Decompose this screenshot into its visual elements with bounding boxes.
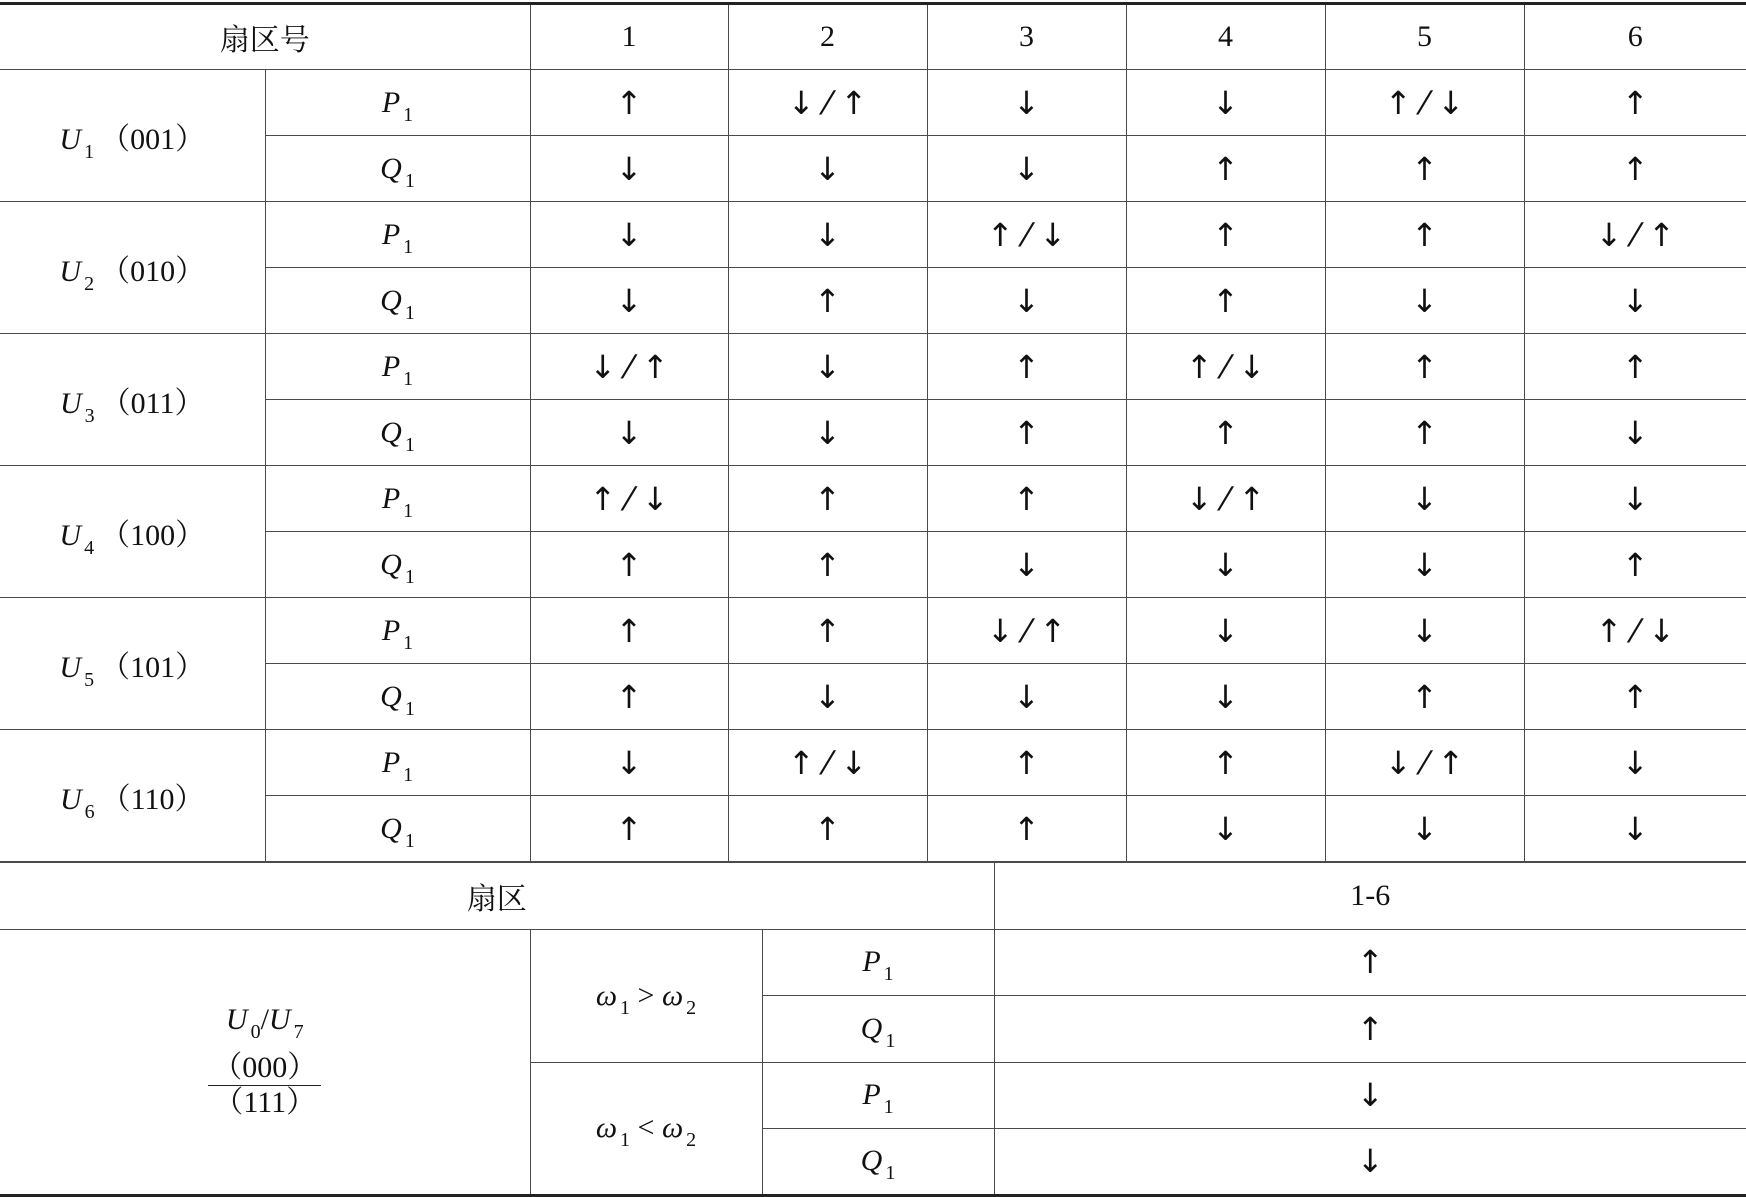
zero-var-label: Q $_1$ xyxy=(762,1129,994,1196)
vector-3-row-p xyxy=(0,334,1746,400)
trend-cell: ↑ ⁄ ↓ xyxy=(927,202,1126,268)
trend-cell: ↓ xyxy=(927,532,1126,598)
trend-cell: ↓ xyxy=(1126,664,1325,730)
sector-4-header: 4 xyxy=(1126,4,1325,70)
trend-cell: ↓ xyxy=(728,136,927,202)
vector-6-row-p xyxy=(0,730,1746,796)
trend-cell: ↑ xyxy=(1126,400,1325,466)
zero-vector-label: U $_0$/U $_7$ xyxy=(225,1002,304,1043)
trend-cell: ↓ xyxy=(1325,598,1524,664)
trend-cell: ↓ ⁄ ↑ xyxy=(1126,466,1325,532)
trend-cell: ↓ xyxy=(1524,466,1746,532)
trend-cell: ↓ xyxy=(927,664,1126,730)
trend-cell: ↑ xyxy=(530,796,728,862)
vector-label: U $_4$ （100） xyxy=(0,466,265,598)
zero-var-label: P $_1$ xyxy=(762,1062,994,1129)
trend-cell: ↓ xyxy=(728,202,927,268)
condition-greater: ω $_1$ > ω $_2$ xyxy=(530,929,762,1062)
variable-label: Q $_1$ xyxy=(265,400,530,466)
trend-cell: ↑ xyxy=(1126,136,1325,202)
trend-cell: ↑ xyxy=(1524,664,1746,730)
vector-label: U $_3$ （011） xyxy=(0,334,265,466)
trend-cell: ↓ xyxy=(927,136,1126,202)
variable-label: P $_1$ xyxy=(265,202,530,268)
variable-label: Q $_1$ xyxy=(265,796,530,862)
vector-1-row-p xyxy=(0,70,1746,136)
variable-label: P $_1$ xyxy=(265,730,530,796)
zero-var-label: Q $_1$ xyxy=(762,996,994,1063)
sector-2-header: 2 xyxy=(728,4,927,70)
trend-cell: ↓ xyxy=(927,268,1126,334)
trend-cell: ↓ xyxy=(530,400,728,466)
trend-cell: ↑ ⁄ ↓ xyxy=(530,466,728,532)
trend-cell: ↑ xyxy=(1325,400,1524,466)
trend-cell: ↓ xyxy=(1524,796,1746,862)
trend-cell: ↓ ⁄ ↑ xyxy=(927,598,1126,664)
trend-cell: ↑ xyxy=(1126,730,1325,796)
trend-cell: ↓ xyxy=(728,334,927,400)
zero-vector-table xyxy=(0,862,1746,1197)
trend-cell: ↑ ⁄ ↓ xyxy=(728,730,927,796)
trend-cell: ↓ xyxy=(530,730,728,796)
trend-cell: ↓ xyxy=(1126,70,1325,136)
trend-cell: ↓ xyxy=(1126,532,1325,598)
trend-cell: ↓ xyxy=(530,268,728,334)
zero-row-1 xyxy=(0,929,1746,996)
trend-cell: ↓ xyxy=(530,202,728,268)
trend-cell: ↑ xyxy=(927,466,1126,532)
trend-cell: ↓ xyxy=(1325,268,1524,334)
zero-value: ↑ xyxy=(994,929,1746,996)
trend-cell: ↓ xyxy=(1524,730,1746,796)
sector-1-header: 1 xyxy=(530,4,728,70)
trend-cell: ↑ xyxy=(1524,136,1746,202)
vector-label: U $_6$ （110） xyxy=(0,730,265,862)
trend-cell: ↑ xyxy=(1325,202,1524,268)
trend-cell: ↑ xyxy=(530,70,728,136)
trend-cell: ↑ xyxy=(728,532,927,598)
trend-cell: ↓ xyxy=(1325,532,1524,598)
trend-cell: ↑ ⁄ ↓ xyxy=(1126,334,1325,400)
trend-cell: ↓ xyxy=(927,70,1126,136)
trend-cell: ↓ xyxy=(1325,466,1524,532)
trend-cell: ↓ xyxy=(1126,598,1325,664)
trend-cell: ↓ ⁄ ↑ xyxy=(728,70,927,136)
trend-cell: ↑ xyxy=(530,598,728,664)
zero-var-label: P $_1$ xyxy=(762,929,994,996)
variable-label: P $_1$ xyxy=(265,70,530,136)
vector-label: U $_2$ （010） xyxy=(0,202,265,334)
trend-cell: ↑ xyxy=(927,400,1126,466)
zero-value: ↓ xyxy=(994,1129,1746,1196)
trend-cell: ↑ xyxy=(1126,202,1325,268)
zero-sector-label: 扇区 xyxy=(0,863,994,930)
trend-cell: ↑ xyxy=(530,664,728,730)
trend-cell: ↓ xyxy=(1325,796,1524,862)
trend-cell: ↑ xyxy=(1524,334,1746,400)
variable-label: Q $_1$ xyxy=(265,268,530,334)
trend-cell: ↓ xyxy=(1524,268,1746,334)
trend-cell: ↓ ⁄ ↑ xyxy=(530,334,728,400)
sector-6-header: 6 xyxy=(1524,4,1746,70)
trend-cell: ↓ xyxy=(1126,796,1325,862)
variable-label: P $_1$ xyxy=(265,598,530,664)
trend-cell: ↑ ⁄ ↓ xyxy=(1524,598,1746,664)
trend-cell: ↑ xyxy=(1524,70,1746,136)
trend-cell: ↑ xyxy=(927,730,1126,796)
sector-number-header: 扇区号 xyxy=(0,4,530,70)
zero-value: ↓ xyxy=(994,1062,1746,1129)
trend-cell: ↑ xyxy=(1126,268,1325,334)
trend-cell: ↑ xyxy=(1325,334,1524,400)
trend-cell: ↑ xyxy=(728,598,927,664)
trend-cell: ↓ xyxy=(728,400,927,466)
vector-2-row-p xyxy=(0,202,1746,268)
zero-vector-code: $\frac{(000)}{(111)}$ xyxy=(208,1051,321,1121)
trend-cell: ↑ xyxy=(927,334,1126,400)
trend-cell: ↑ xyxy=(927,796,1126,862)
trend-cell: ↓ xyxy=(728,664,927,730)
variable-label: Q $_1$ xyxy=(265,664,530,730)
condition-less: ω $_1$ < ω $_2$ xyxy=(530,1062,762,1195)
trend-cell: ↑ xyxy=(530,532,728,598)
trend-cell: ↓ ⁄ ↑ xyxy=(1325,730,1524,796)
variable-label: P $_1$ xyxy=(265,466,530,532)
trend-cell: ↑ xyxy=(1325,664,1524,730)
trend-cell: ↑ ⁄ ↓ xyxy=(1325,70,1524,136)
trend-cell: ↓ xyxy=(1524,400,1746,466)
zero-header-row xyxy=(0,863,1746,930)
trend-cell: ↑ xyxy=(728,268,927,334)
trend-cell: ↑ xyxy=(1524,532,1746,598)
sector-5-header: 5 xyxy=(1325,4,1524,70)
vector-label: U $_1$ （001） xyxy=(0,70,265,202)
variable-label: Q $_1$ xyxy=(265,136,530,202)
vector-label: U $_5$ （101） xyxy=(0,598,265,730)
trend-cell: ↓ ⁄ ↑ xyxy=(1524,202,1746,268)
variable-label: P $_1$ xyxy=(265,334,530,400)
zero-sector-range: 1-6 xyxy=(994,863,1746,930)
zero-vector-cell xyxy=(0,929,530,1195)
trend-cell: ↑ xyxy=(728,796,927,862)
switching-table xyxy=(0,2,1746,862)
trend-cell: ↑ xyxy=(728,466,927,532)
zero-value: ↑ xyxy=(994,996,1746,1063)
sector-3-header: 3 xyxy=(927,4,1126,70)
variable-label: Q $_1$ xyxy=(265,532,530,598)
trend-cell: ↓ xyxy=(530,136,728,202)
vector-5-row-p xyxy=(0,598,1746,664)
trend-cell: ↑ xyxy=(1325,136,1524,202)
vector-4-row-p xyxy=(0,466,1746,532)
header-row xyxy=(0,4,1746,70)
